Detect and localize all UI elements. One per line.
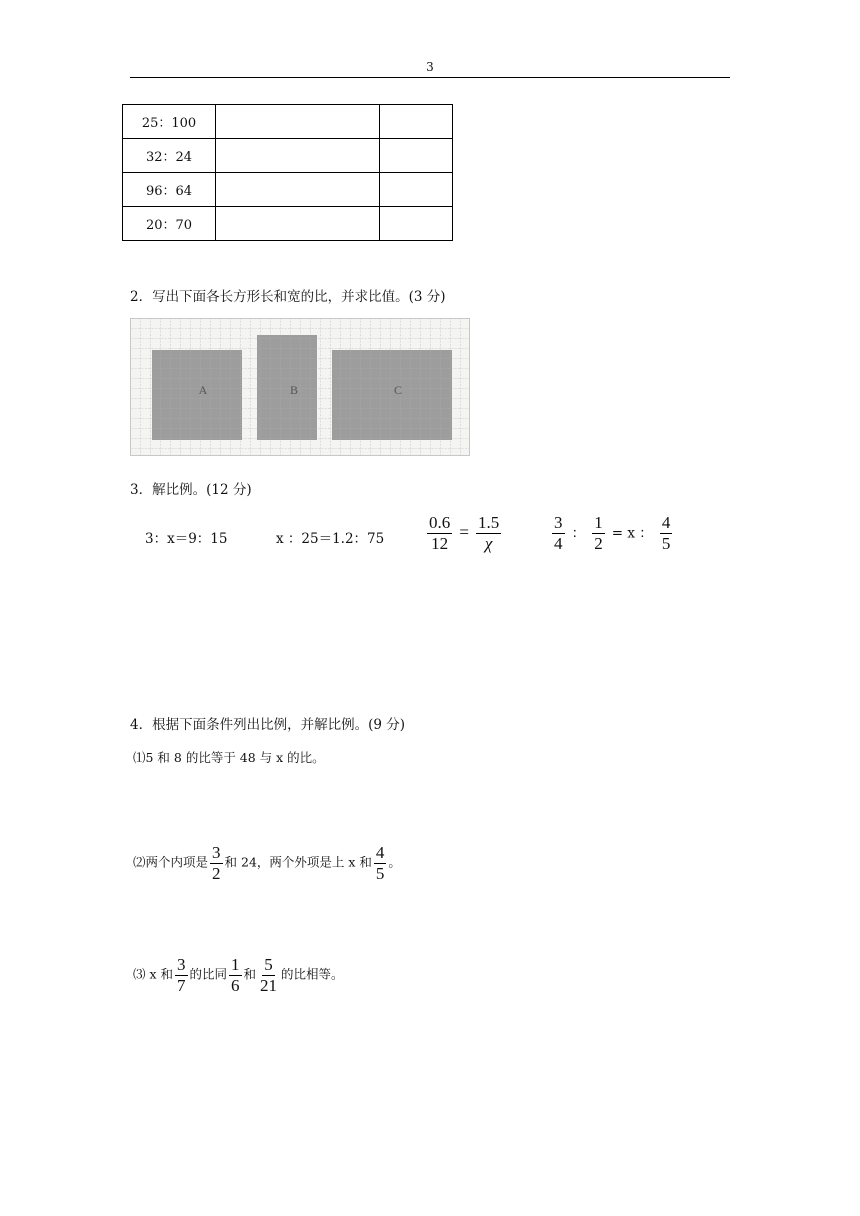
table-row: [123, 139, 453, 173]
q4-sub-3: ⑶ x 和 $\frac{3}{7}$ 的比同 $\frac{1}{6}$ 和 $\frac{5}{21}$ 的比相等。: [133, 955, 344, 995]
q4-sub-1: ⑴5 和 8 的比等于 48 与 x 的比。: [133, 750, 325, 765]
fraction: $\frac{1.5}{\chi}$: [478, 513, 500, 553]
value-cell[interactable]: [380, 105, 453, 139]
ratio-cell: 20：70: [123, 207, 216, 241]
page-number: 3: [426, 60, 434, 74]
rectangle-c-label: C: [393, 383, 403, 397]
ratio-cell: 25：100: [123, 105, 216, 139]
simplified-cell[interactable]: [216, 173, 380, 207]
q4-title: 4．根据下面条件列出比例，并解比例。(9 分): [130, 717, 406, 733]
rectangle-a: [152, 350, 242, 440]
fraction: $\frac{3}{2}$: [212, 843, 221, 883]
rectangle-a-label: A: [198, 383, 208, 397]
table-row: [123, 173, 453, 207]
fraction: $\frac{1}{6}$: [231, 955, 240, 995]
ratio-cell: 96：64: [123, 173, 216, 207]
value-cell[interactable]: [380, 207, 453, 241]
equation-3: $\frac{0.6}{12}$ = $\frac{1.5}{\chi}$: [429, 513, 500, 553]
rectangle-b: [257, 335, 317, 440]
value-cell[interactable]: [380, 173, 453, 207]
rectangle-b-label: B: [289, 383, 299, 397]
ratio-table: [122, 104, 453, 241]
simplified-cell[interactable]: [216, 207, 380, 241]
fraction: $\frac{1}{2}$: [594, 513, 603, 553]
fraction: $\frac{5}{21}$: [260, 955, 278, 995]
value-cell[interactable]: [380, 139, 453, 173]
fraction: $\frac{4}{5}$: [661, 513, 671, 553]
q3-title: 3．解比例。(12 分): [130, 482, 252, 498]
simplified-cell[interactable]: [216, 139, 380, 173]
fraction: $\frac{0.6}{12}$: [429, 513, 451, 553]
ratio-cell: 32：24: [123, 139, 216, 173]
header-rule: [130, 77, 730, 78]
fraction: $\frac{3}{4}$: [554, 513, 563, 553]
equation-1: 3：x＝9：15: [145, 531, 228, 547]
rectangle-c: [332, 350, 452, 440]
q2-title: 2．写出下面各长方形长和宽的比，并求比值。(3 分): [130, 289, 446, 305]
table-row: [123, 207, 453, 241]
equation-4: $\frac{3}{4}$ ： $\frac{1}{2}$ = x ： $\frac{4}{5}$: [554, 513, 671, 553]
q4-sub-2: ⑵两个内项是 $\frac{3}{2}$ 和 24，两个外项是上 x 和 $\frac{4}{5}$ 。: [133, 843, 401, 883]
fraction: $\frac{4}{5}$: [375, 843, 385, 883]
simplified-cell[interactable]: [216, 105, 380, 139]
equation-2: x ：25＝1.2：75: [276, 531, 385, 547]
table-row: [123, 105, 453, 139]
rectangle-grid-figure: [130, 318, 470, 456]
fraction: $\frac{3}{7}$: [177, 955, 186, 995]
